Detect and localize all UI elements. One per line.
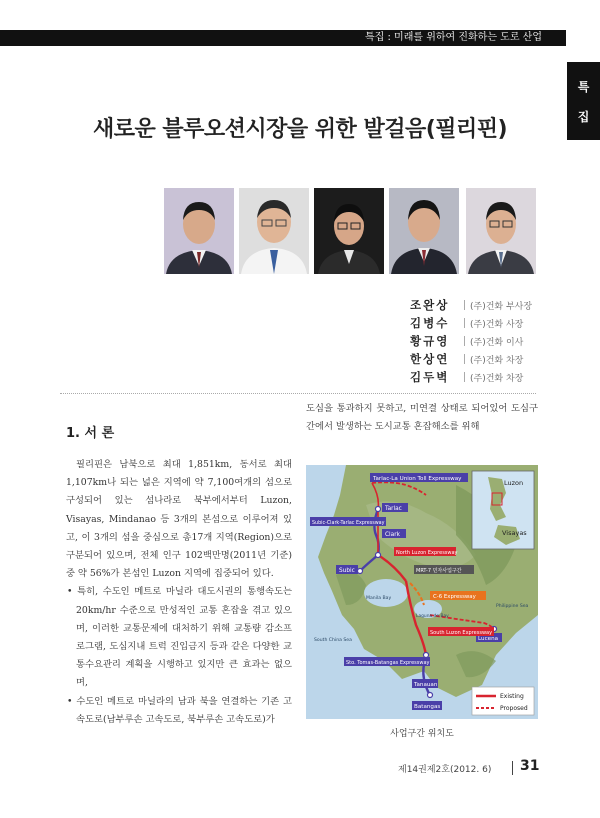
author-photo-1 — [164, 188, 234, 274]
author-row — [410, 312, 570, 330]
issue-info: 제14권제2호(2012. 6) — [398, 765, 492, 775]
author-name: 김두벽 — [410, 370, 450, 384]
author-row — [410, 366, 570, 384]
project-location-map — [306, 465, 538, 719]
author-photo-5 — [466, 188, 536, 274]
legend-proposed: Proposed — [500, 705, 528, 712]
page-number: 31 — [520, 758, 540, 774]
label-c6: C-6 Expressway — [433, 594, 476, 600]
author-role: (주)건화 차장 — [470, 374, 524, 384]
side-tab-char-1: 특 — [577, 80, 590, 94]
author-name: 한상연 — [410, 352, 450, 366]
author-row — [410, 348, 570, 366]
label-clark: Clark — [385, 532, 400, 538]
label-laguna: Laguna de Bay — [416, 614, 449, 619]
author-role: (주)건화 사장 — [470, 320, 524, 330]
label-sto-tomas: Sto. Tomas-Batangas Expressway — [346, 660, 430, 666]
label-mrt7: MRT-7 민자사업구간 — [416, 568, 462, 574]
author-name: 조완상 — [410, 298, 450, 312]
author-row — [410, 330, 570, 348]
label-lucena: Lucena — [478, 636, 499, 642]
label-south-china-sea: South China Sea — [314, 638, 352, 643]
bullet-item: • 특히, 수도인 메트로 마닐라 대도시권의 통행속도는 20km/hr 수준으로 만성적인 교통 혼잡을 겪고 있으며, 이러한 교통문제에 대처하기 위해 교통량 감소프로그램, 도심지내 트럭 진입금지 등과 같은 다양한 교통수요관리 계획을 시행하고 있지만 큰 효과는 없으며, — [67, 586, 292, 689]
left-column-text — [66, 456, 292, 729]
label-tarlac: Tarlac — [385, 506, 402, 512]
author-role: (주)건화 차장 — [470, 356, 524, 366]
label-south-luzon: South Luzon Expressway — [430, 630, 493, 636]
label-subic-expressway: Subic-Clark-Tarlac Expressway — [312, 521, 385, 526]
side-tab-char-2: 집 — [577, 110, 590, 124]
author-photo-3 — [314, 188, 384, 274]
inset-label-luzon: Luzon — [504, 479, 524, 487]
author-photo-4 — [389, 188, 459, 274]
section-heading: 1. 서 론 — [66, 426, 115, 441]
label-north-luzon: North Luzon Expressway — [396, 550, 458, 556]
label-philippine-sea: Philippine Sea — [496, 604, 529, 609]
right-column-text: 도심을 통과하지 못하고, 미연결 상태로 되어있어 도심구간에서 발생하는 도시교통 혼잡해소를 위해 — [306, 403, 538, 433]
map-caption: 사업구간 위치도 — [390, 729, 454, 739]
bullet-item: • 수도인 메트로 마닐라의 남과 북을 연결하는 기존 고속도로(남부루손 고속도로, 북부루손 고속도로)가 — [67, 695, 292, 725]
label-tarlac-expressway: Tarlac-La Union Toll Expressway — [373, 476, 462, 482]
label-tanauan: Tanauan — [414, 682, 438, 688]
bullet-list — [66, 583, 292, 729]
folio-divider — [512, 761, 513, 775]
author-name: 황규영 — [410, 334, 450, 348]
author-photo-2 — [239, 188, 309, 274]
article-title: 새로운 블루오션시장을 위한 발걸음(필리핀) — [92, 117, 508, 142]
legend-existing: Existing — [500, 693, 524, 700]
inset-label-visayas: Visayas — [502, 529, 527, 537]
label-subic: Subic — [339, 568, 355, 574]
author-name: 김병수 — [410, 316, 450, 330]
body-paragraph: 필리핀은 남북으로 최대 1,851km, 동서로 최대 1,107km나 되는 넓은 지역에 약 7,100여개의 섬으로 구성되어 있는 섬나라로 북부에서부터 Luzon, Visayas, Mindanao 등 3개의 본섬으로 이루어져 있고, 이 3개의 섬을 중심으로 총17개 지역(Region)으로 구분되어 있으며, 전체 인구 102백만명(2011년 기준)중 약 56%가 본섬인 Luzon 지역에 집중되어 있다. — [66, 459, 292, 580]
author-role: (주)건화 이사 — [470, 338, 524, 348]
author-list — [410, 294, 570, 384]
author-role: (주)건화 부사장 — [470, 302, 533, 312]
author-row — [410, 294, 570, 312]
label-batangas: Batangas — [414, 704, 441, 710]
section-header-label: 특집 : 미래를 위하여 진화하는 도로 산업 — [364, 32, 542, 43]
dotted-divider — [60, 393, 536, 394]
label-manila-bay: Manila Bay — [366, 596, 392, 601]
section-header-bar — [0, 30, 566, 46]
